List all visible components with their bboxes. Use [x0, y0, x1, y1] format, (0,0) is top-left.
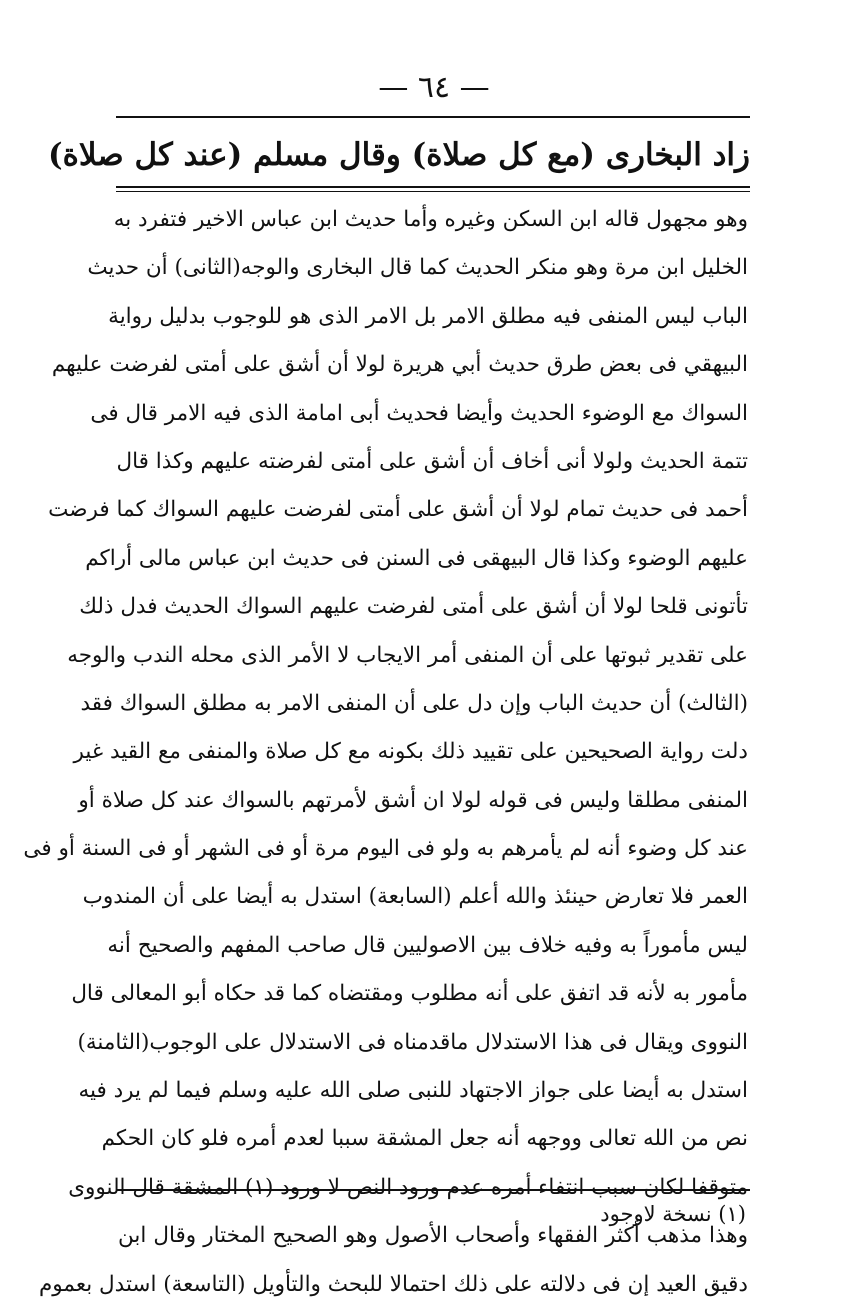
header-bottom-rule [116, 186, 750, 188]
text-line: ليس مأموراً به وفيه خلاف بين الاصوليين قال صاحب المفهم والصحيح أنه [107, 932, 748, 958]
text-line: تأتونى قلحا لولا أن أشق على أمتى لفرضت عليهم السواك الحديث فدل ذلك [79, 594, 748, 620]
text-line: البيهقي فى بعض طرق حديث أبي هريرة لولا أن أشق على أمتى لفرضت عليهم [51, 352, 748, 378]
text-line: الباب ليس المنفى فيه مطلق الامر بل الامر الذى هو للوجوب بدليل رواية [108, 303, 748, 329]
text-line: نص من الله تعالى ووجهه أنه جعل المشقة سببا لعدم أمره فلو كان الحكم [101, 1126, 748, 1152]
text-line: وهذا مذهب أكثر الفقهاء وأصحاب الأصول وهو الصحيح المختار وقال ابن [118, 1223, 748, 1249]
text-line: أحمد فى حديث تمام لولا أن أشق على أمتى لفرضت عليهم السواك كما فرضت [48, 497, 748, 523]
text-line: المنفى مطلقا وليس فى قوله لولا ان أشق لأمرتهم بالسواك عند كل صلاة أو [78, 787, 748, 813]
page-number: — ٦٤ — [378, 70, 490, 105]
text-line: الخليل ابن مرة وهو منكر الحديث كما قال البخارى والوجه(الثانى) أن حديث [87, 255, 748, 281]
text-line: استدل به أيضا على جواز الاجتهاد للنبى صلى الله عليه وسلم فيما لم يرد فيه [78, 1078, 748, 1104]
header-line: زاد البخارى (مع كل صلاة) وقال مسلم (عند كل صلاة) [47, 137, 750, 173]
footnote-rule [116, 1189, 750, 1191]
text-line: دقيق العيد إن فى دلالته على ذلك احتمالا للبحث والتأويل (التاسعة) استدل بعموم [39, 1271, 748, 1297]
header-bottom-rule-2 [116, 191, 750, 192]
text-line: تتمة الحديث ولولا أنى أخاف أن أشق على أمتى لفرضته عليهم وكذا قال [116, 448, 748, 474]
footnote: (١) نسخة لاوجود [600, 1202, 746, 1226]
text-line: متوقفا لكان سبب انتفاء أمره عدم ورود النص لا ورود (١) المشقة قال النووى [68, 1174, 748, 1200]
text-line: (الثالث) أن حديث الباب وإن دل على أن المنفى الامر به مطلق السواك فقد [80, 690, 748, 716]
text-line: دلت رواية الصحيحين على تقييد ذلك بكونه مع كل صلاة والمنفى مع القيد غير [73, 739, 748, 765]
text-line: على تقدير ثبوتها على أن المنفى أمر الايجاب لا الأمر الذى محله الندب والوجه [67, 642, 748, 668]
text-line: عليهم الوضوء وكذا قال البيهقى فى السنن فى حديث ابن عباس مالى أراكم [85, 545, 748, 571]
text-line: عند كل وضوء أنه لم يأمرهم به ولو فى اليوم مرة أو فى الشهر أو فى السنة أو فى [23, 836, 748, 862]
text-line: السواك مع الوضوء الحديث وأيضا فحديث أبى امامة الذى فيه الامر قال فى [90, 400, 748, 426]
text-line: وهو مجهول قاله ابن السكن وغيره وأما حديث ابن عباس الاخير فتفرد به [113, 207, 748, 232]
text-line: النووى ويقال فى هذا الاستدلال ماقدمناه فى الاستدلال على الوجوب(الثامنة) [77, 1029, 748, 1055]
text-line: العمر فلا تعارض حينئذ والله أعلم (السابعة) استدل به أيضا على أن المندوب [82, 884, 748, 910]
header-top-rule [116, 116, 750, 118]
text-line: مأمور به لأنه قد اتفق على أنه مطلوب ومقتضاه كما قد حكاه أبو المعالى قال [71, 981, 748, 1007]
main-text [23, 196, 748, 1309]
